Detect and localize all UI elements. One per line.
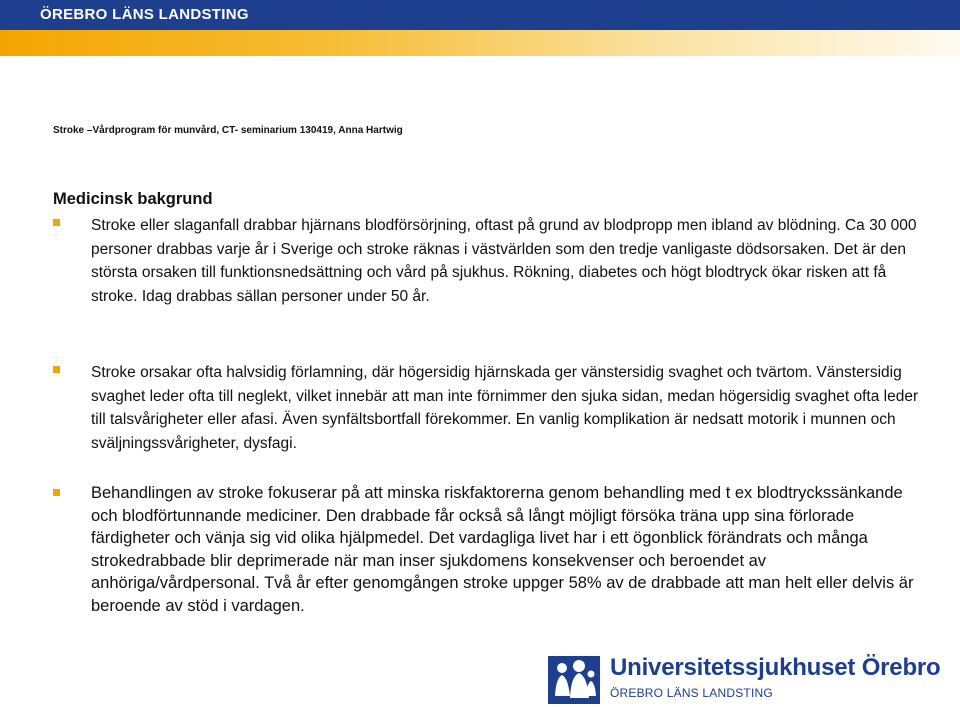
bullet-square-icon: [53, 366, 60, 373]
university-hospital-logo: [548, 656, 943, 704]
header-org-name: ÖREBRO LÄNS LANDSTING: [40, 6, 249, 23]
hospital-figures-logo-icon: [548, 656, 600, 704]
logo-subtitle: ÖREBRO LÄNS LANDSTING: [610, 686, 773, 700]
logo-name: Universitetssjukhuset Örebro: [610, 654, 941, 681]
bullet-square-icon: [53, 489, 60, 496]
bullet-text-2: Stroke orsakar ofta halvsidig förlamning, där högersidig hjärnskada ger vänstersidig svaghet och tvärtom. Vänstersidig svaghet leder ofta till neglekt, vilket innebär att man inte förnimmer den sjuka sidan, medan högersidig svaghet ofta leder till talsvårigheter eller afasi. Även synfältsbortfall förekommer. En vanlig komplikation är nedsatt motorik i munnen och sväljningssvårigheter, dysfagi.: [91, 364, 919, 452]
bullet-text-1: Stroke eller slaganfall drabbar hjärnans blodförsörjning, oftast på grund av blodpropp men ibland av blödning. Ca 30 000 personer drabbas varje år i Sverige och stroke räknas i västvärlden som den tredje vanligaste dödsorsaken. Det är den största orsaken till funktionsnedsättning och vård på sjukhus. Rökning, diabetes och högt blodtryck ökar risken att få stroke. Idag drabbas sällan personer under 50 år.: [91, 217, 917, 305]
document-subtitle: Stroke –Vårdprogram för munvård, CT- seminarium 130419, Anna Hartwig: [53, 125, 403, 136]
section-heading: Medicinsk bakgrund: [53, 190, 213, 208]
header-band: [0, 0, 960, 30]
bullet-text-3: Behandlingen av stroke fokuserar på att minska riskfaktorerna genom behandling med t ex blodtryckssänkande och blodförtunnande mediciner. Den drabbade får också så långt möjligt försöka träna upp sina förlorade färdigheter och vänja sig vid olika hjälpmedel. Det vardagliga livet har i ett ögonblick förändrats och många strokedrabbade blir deprimerade när man inser sjukdomens konsekvenser och beroendet av anhöriga/vårdpersonal. Två år efter genomgången stroke uppger 58% av de drabbade att man helt eller delvis är beroende av stöd i vardagen.: [91, 484, 914, 615]
header-gradient-band: [0, 30, 960, 56]
bullet-square-icon: [53, 219, 60, 226]
